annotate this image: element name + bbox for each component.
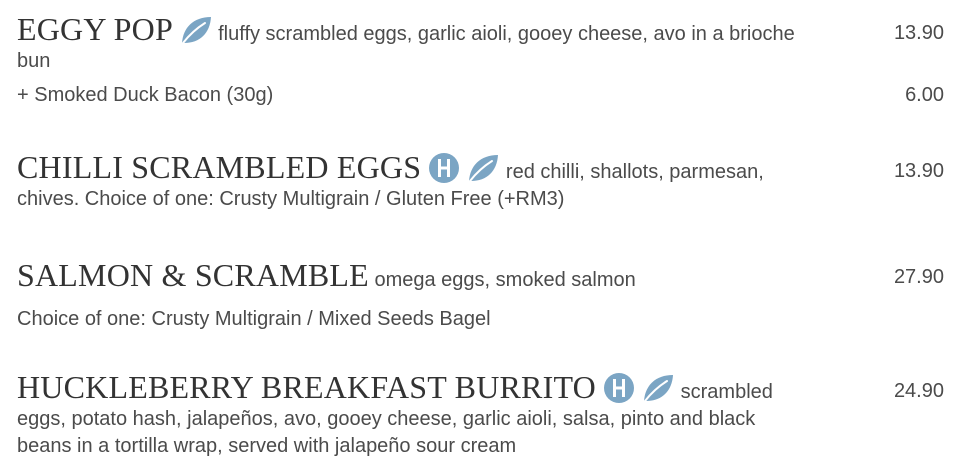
item-description: scrambled eggs, potato hash, jalapeños, avo, gooey cheese, garlic aioli, salsa, pinto and black beans in a tortilla wrap, served with jalapeño sour cream (17, 381, 773, 457)
menu-item-huckleberry-burrito (17, 369, 952, 460)
item-name: CHILLI SCRAMBLED EGGS (17, 149, 422, 185)
item-description: omega eggs, smoked salmon (374, 269, 636, 291)
menu-item-eggy-pop (17, 11, 952, 109)
item-price: 27.90 (893, 266, 944, 288)
item-name: EGGY POP (17, 11, 173, 47)
item-price: 13.90 (893, 22, 944, 44)
leaf-icon (179, 14, 213, 46)
h-badge-icon (602, 372, 636, 404)
h-badge-icon (427, 152, 461, 184)
item-extra-note: Choice of one: Crusty Multigrain / Mixed Seeds Bagel (17, 308, 491, 330)
item-description-block (17, 369, 807, 460)
item-name: SALMON & SCRAMBLE (17, 257, 369, 293)
item-price: 13.90 (893, 160, 944, 182)
item-description: red chilli, shallots, parmesan, chives. Choice of one: Crusty Multigrain / Gluten Free (+RM3) (17, 161, 764, 210)
leaf-icon (466, 152, 500, 184)
item-description-block (17, 149, 817, 213)
item-description-block (17, 11, 817, 75)
addon-price: 6.00 (905, 84, 944, 106)
item-description-block (17, 257, 817, 294)
menu-item-chilli-scrambled-eggs (17, 149, 952, 213)
item-name: HUCKLEBERRY BREAKFAST BURRITO (17, 369, 596, 405)
leaf-icon (641, 372, 675, 404)
item-price: 24.90 (893, 380, 944, 402)
menu-item-salmon-scramble (17, 257, 952, 333)
item-description: fluffy scrambled eggs, garlic aioli, gooey cheese, avo in a brioche bun (17, 23, 795, 72)
addon-row (17, 82, 952, 109)
addon-label: + Smoked Duck Bacon (30g) (17, 84, 274, 106)
